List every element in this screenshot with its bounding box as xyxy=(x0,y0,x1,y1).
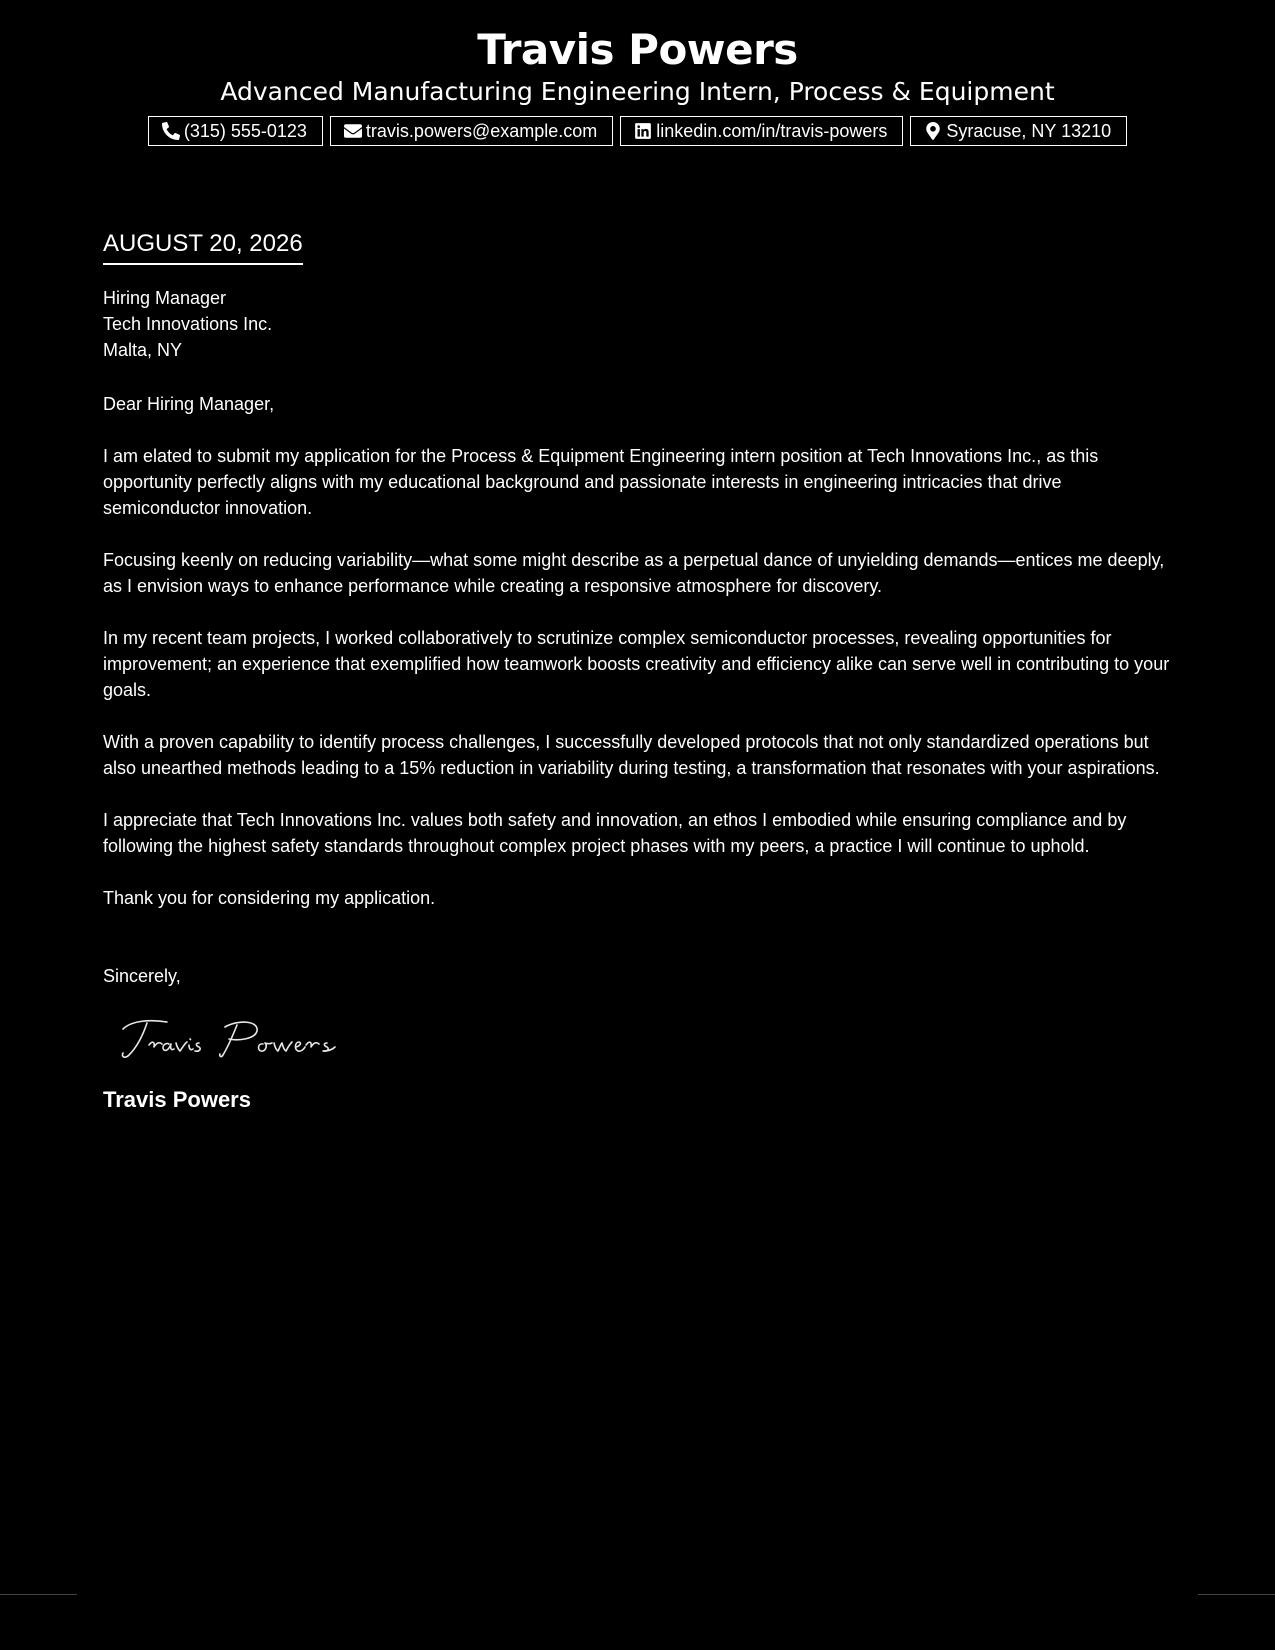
footer-rule-left xyxy=(0,1594,77,1595)
recipient-location: Malta, NY xyxy=(103,340,183,360)
closing: Sincerely, xyxy=(103,966,181,986)
paragraph: Thank you for considering my application. xyxy=(103,888,436,908)
map-marker-icon xyxy=(924,122,942,140)
letter-header xyxy=(0,0,1275,146)
recipient-block xyxy=(103,285,1178,363)
signature-image xyxy=(119,1011,1178,1071)
contact-phone-text: (315) 555-0123 xyxy=(183,121,307,141)
recipient-company: Tech Innovations Inc. xyxy=(103,314,273,334)
signature-graphic xyxy=(119,1011,359,1071)
contact-linkedin-text: linkedin.com/in/travis-powers xyxy=(656,121,888,141)
contact-phone xyxy=(148,116,323,146)
footer-rule-right xyxy=(1198,1594,1275,1595)
salutation: Dear Hiring Manager, xyxy=(103,394,275,414)
applicant-name: Travis Powers xyxy=(477,25,798,74)
applicant-title: Advanced Manufacturing Engineering Intern, Process & Equipment xyxy=(220,77,1055,106)
contact-linkedin xyxy=(620,116,903,146)
letter-date: AUGUST 20, 2026 xyxy=(103,228,303,265)
contact-email xyxy=(330,116,613,146)
paragraph: With a proven capability to identify process challenges, I successfully developed protocols that not only standardized operations but also unearthed methods leading to a 15% reduction in variability during testing, a transformation that resonates with your aspirations. xyxy=(103,732,1160,778)
recipient-name: Hiring Manager xyxy=(103,288,227,308)
paragraph: Focusing keenly on reducing variability—what some might describe as a perpetual dance of unyielding demands—entices me deeply, as I envision ways to enhance performance while creating a responsive atmosphere for discovery. xyxy=(103,550,1165,596)
contact-bar xyxy=(0,116,1275,146)
contact-email-text: travis.powers@example.com xyxy=(365,121,598,141)
paragraph: I appreciate that Tech Innovations Inc. values both safety and innovation, an ethos I embodied while ensuring compliance and by following the highest safety standards throughout complex project phases with my peers, a practice I will continue to uphold. xyxy=(103,810,1127,856)
envelope-icon xyxy=(344,122,362,140)
contact-location xyxy=(910,116,1127,146)
paragraph: I am elated to submit my application for the Process & Equipment Engineering intern position at Tech Innovations Inc., as this opportunity perfectly aligns with my educational background and passionate interests in engineering intricacies that drive semiconductor innovation. xyxy=(103,446,1099,518)
phone-icon xyxy=(162,122,180,140)
contact-location-text: Syracuse, NY 13210 xyxy=(946,121,1112,141)
paragraph: In my recent team projects, I worked collaboratively to scrutinize complex semiconductor processes, revealing opportunities for improvement; an experience that exemplified how teamwork boosts creativity and efficiency alike can serve well in contributing to your goals. xyxy=(103,628,1170,700)
letter-body xyxy=(103,228,1178,1115)
linkedin-icon xyxy=(634,122,652,140)
signed-name: Travis Powers xyxy=(103,1087,251,1112)
